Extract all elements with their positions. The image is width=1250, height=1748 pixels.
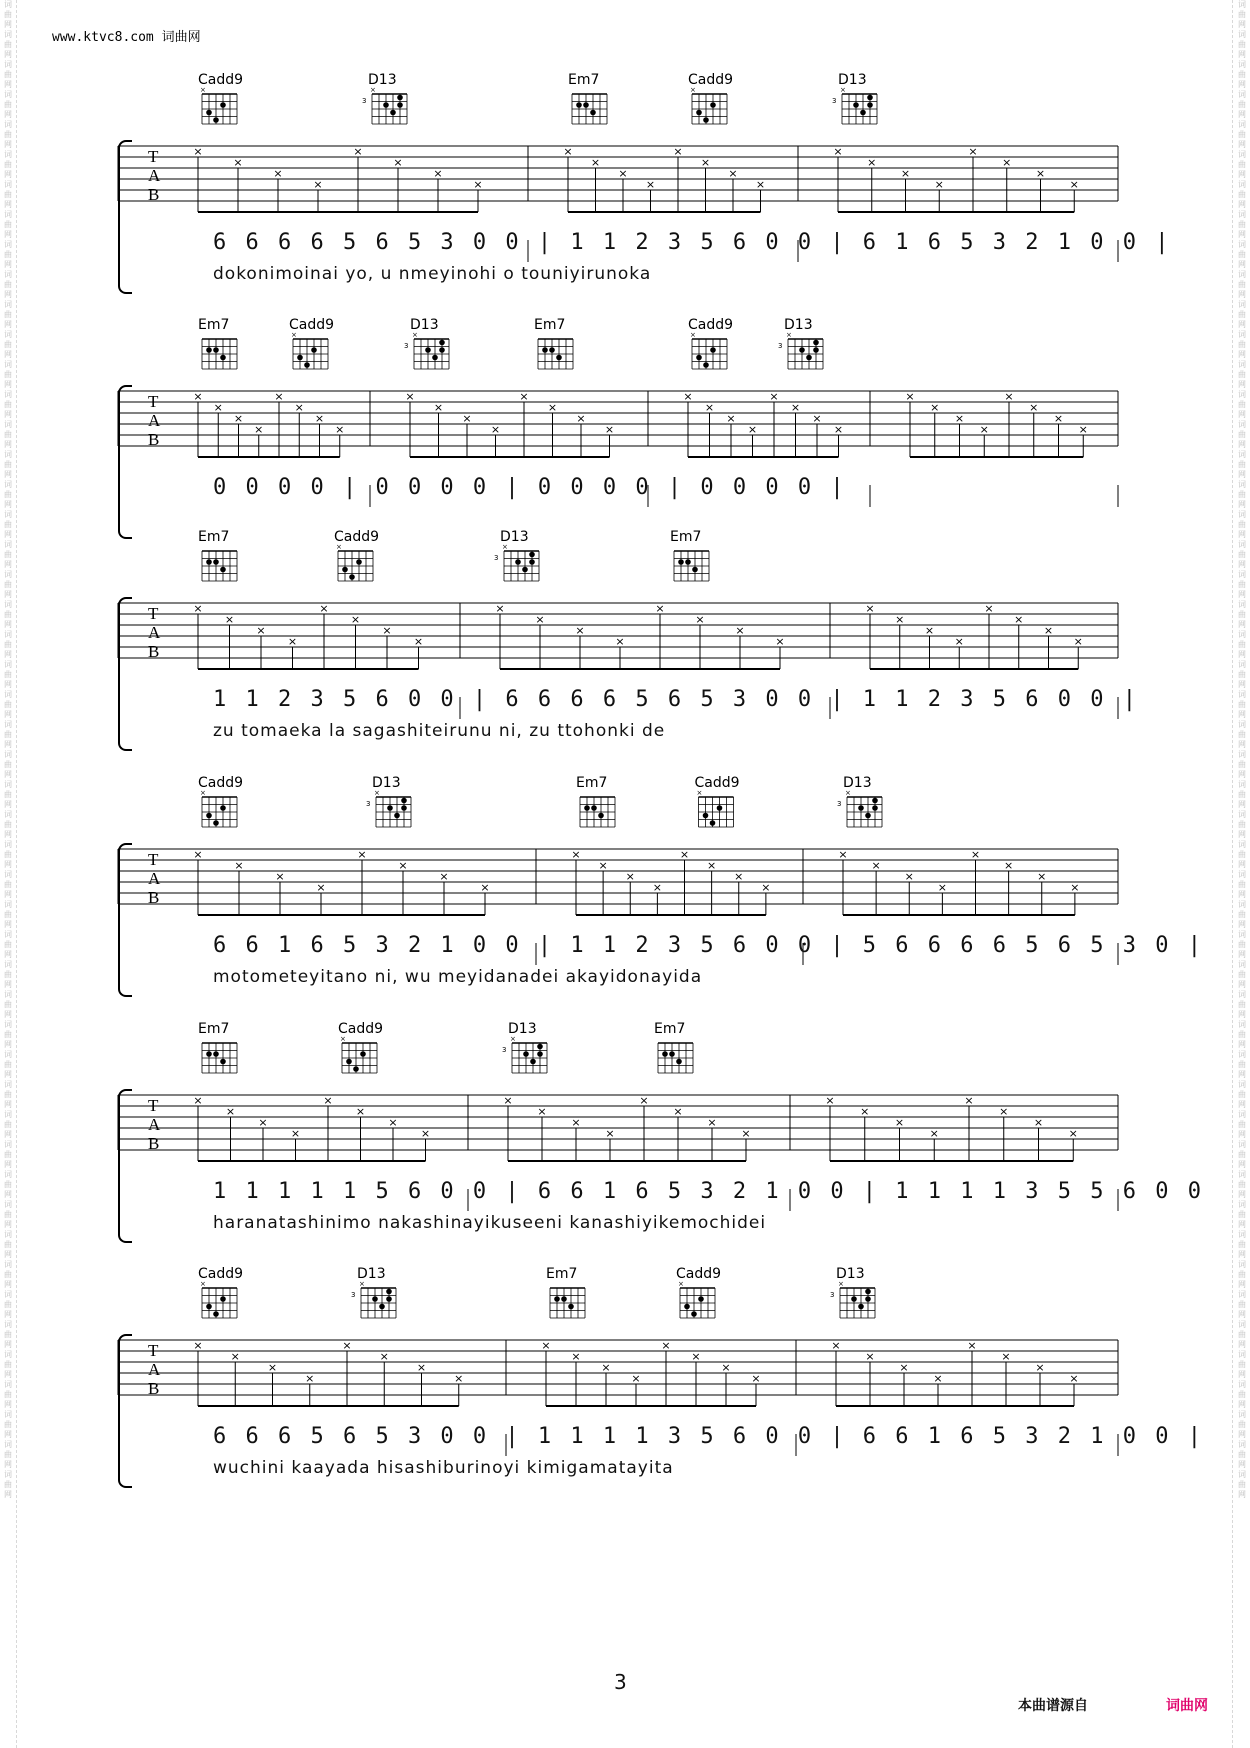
svg-text:×: × <box>359 1280 365 1288</box>
svg-text:×: × <box>412 331 418 339</box>
chord-diagram-em7 <box>568 72 607 124</box>
strum-mark: × <box>833 145 843 158</box>
strum-mark: × <box>267 1361 278 1374</box>
tab-clef-letter: T <box>148 604 159 623</box>
strum-mark: × <box>393 156 403 169</box>
chord-name: Cadd9 <box>694 775 740 791</box>
tab-clef-letter: B <box>148 1134 160 1153</box>
strum-mark: × <box>537 1105 547 1118</box>
strum-mark: × <box>193 602 203 615</box>
chord-name: D13 <box>508 1021 537 1037</box>
chord-diagram-cadd9 <box>334 529 379 581</box>
chord-name: Em7 <box>576 775 608 791</box>
strum-mark: × <box>274 390 284 403</box>
strum-mark: × <box>433 167 443 180</box>
svg-text:3: 3 <box>830 1291 835 1299</box>
svg-text:3: 3 <box>837 800 842 808</box>
tab-clef-letter: B <box>148 430 160 449</box>
strum-mark: × <box>691 1350 701 1363</box>
chord-diagram-d13 <box>362 72 407 124</box>
strum-mark: × <box>673 145 683 158</box>
chord-name: Cadd9 <box>338 1021 384 1037</box>
chord-diagram-cadd9 <box>695 775 740 827</box>
strum-mark: × <box>661 1339 671 1352</box>
tab-staff <box>118 775 1128 995</box>
strum-mark: × <box>323 1094 333 1107</box>
strum-mark: × <box>355 1105 366 1118</box>
chord-name: Em7 <box>670 529 702 545</box>
strum-mark: × <box>812 412 822 425</box>
left-margin-line <box>16 0 17 1748</box>
strum-mark: × <box>353 145 363 158</box>
chord-diagram-d13 <box>351 1266 396 1318</box>
chord-diagram-cadd9 <box>198 72 243 124</box>
svg-text:×: × <box>690 86 696 94</box>
strum-mark: × <box>673 1105 683 1118</box>
tab-clef-letter: A <box>148 166 161 185</box>
jianpu-notation: 6 6 1 6 5 3 2 1 0 0 | 1 1 2 3 5 6 0 0 | 5 6 6 6 6 5 6 5 3 0 | <box>213 933 1204 958</box>
strum-mark: × <box>900 167 911 180</box>
strum-mark: × <box>700 156 711 169</box>
svg-text:×: × <box>336 543 342 551</box>
strum-mark: × <box>398 859 408 872</box>
strum-mark: × <box>755 178 766 191</box>
strum-mark: × <box>695 613 705 626</box>
svg-text:3: 3 <box>351 1291 356 1299</box>
site-name: 词曲网 <box>161 30 201 45</box>
score-system <box>118 317 1128 537</box>
strum-mark: × <box>1073 635 1083 648</box>
tab-staff <box>118 72 1128 292</box>
tab-staff <box>118 1266 1128 1486</box>
strum-mark: × <box>230 1350 240 1363</box>
strum-mark: × <box>193 1339 203 1352</box>
strum-mark: × <box>1069 178 1079 191</box>
strum-mark: × <box>1033 1116 1044 1129</box>
strum-mark: × <box>605 1127 615 1140</box>
strum-mark: × <box>563 145 573 158</box>
strum-mark: × <box>503 1094 513 1107</box>
tab-clef-letter: T <box>148 1341 159 1360</box>
strum-mark: × <box>1029 401 1039 414</box>
strum-mark: × <box>256 624 266 637</box>
chord-diagram-cadd9 <box>688 72 733 124</box>
strum-mark: × <box>213 401 223 414</box>
strum-mark: × <box>933 1372 943 1385</box>
tab-clef-letter: T <box>148 850 159 869</box>
strum-mark: × <box>865 602 875 615</box>
chord-diagram-d13 <box>502 1021 547 1073</box>
strum-mark: × <box>1001 1350 1011 1363</box>
tab-clef-letter: A <box>148 623 161 642</box>
strum-mark: × <box>905 390 915 403</box>
svg-text:×: × <box>291 331 297 339</box>
chord-diagram-cadd9 <box>676 1266 721 1318</box>
tab-clef-letter: A <box>148 1115 161 1134</box>
svg-text:×: × <box>510 1035 516 1043</box>
strum-mark: × <box>490 423 501 436</box>
strum-mark: × <box>379 1350 389 1363</box>
strum-mark: × <box>541 1339 551 1352</box>
strum-mark: × <box>314 412 325 425</box>
strum-mark: × <box>462 412 472 425</box>
strum-mark: × <box>1002 156 1012 169</box>
tab-clef-letter: T <box>148 392 159 411</box>
chord-diagram-d13 <box>404 317 449 369</box>
strum-mark: × <box>1070 881 1080 894</box>
lyrics-line: motometeyitano ni, wu meyidanadei akayidonayida <box>213 967 703 987</box>
strum-mark: × <box>751 1372 761 1385</box>
svg-text:3: 3 <box>366 800 371 808</box>
right-watermark: 词曲网词曲网词曲网词曲网词曲网词曲网词曲网词曲网词曲网词曲网词曲网词曲网词曲网词曲网词曲网词曲网词曲网词曲网词曲网词曲网词曲网词曲网词曲网词曲网词曲网词曲网词曲网词曲网词曲网词曲网词曲网词曲网词曲网词曲网词曲网词曲网词曲网词曲网词曲网词曲网词曲网词曲网词曲网词曲网词曲网词曲网词曲网词曲网词曲网词曲网 <box>1238 0 1246 1499</box>
chord-name: Cadd9 <box>198 775 244 791</box>
strum-mark: × <box>954 635 964 648</box>
chord-diagram-cadd9 <box>688 317 733 369</box>
strum-mark: × <box>590 156 601 169</box>
svg-text:×: × <box>678 1280 684 1288</box>
chord-name: Em7 <box>546 1266 578 1282</box>
strum-mark: × <box>679 848 690 861</box>
chord-name: Em7 <box>654 1021 686 1037</box>
chord-name: Cadd9 <box>289 317 335 333</box>
score-system <box>118 72 1172 292</box>
strum-mark: × <box>831 1339 841 1352</box>
strum-mark: × <box>999 1105 1009 1118</box>
svg-text:×: × <box>200 1280 206 1288</box>
chord-diagram-em7 <box>198 1021 237 1073</box>
strum-mark: × <box>313 178 323 191</box>
strum-mark: × <box>439 870 449 883</box>
chord-name: Cadd9 <box>676 1266 722 1282</box>
strum-mark: × <box>1078 423 1088 436</box>
strum-mark: × <box>225 1105 236 1118</box>
chord-diagram-cadd9 <box>198 1266 243 1318</box>
tab-clef-letter: A <box>148 869 161 888</box>
chord-diagram-em7 <box>546 1266 585 1318</box>
strum-mark: × <box>769 390 779 403</box>
strum-mark: × <box>273 167 283 180</box>
page-number: 3 <box>614 1670 627 1694</box>
strum-mark: × <box>233 412 244 425</box>
strum-mark: × <box>535 613 545 626</box>
svg-text:3: 3 <box>502 1046 507 1054</box>
strum-mark: × <box>357 848 367 861</box>
chord-name: Em7 <box>568 72 600 88</box>
left-watermark: 词曲网词曲网词曲网词曲网词曲网词曲网词曲网词曲网词曲网词曲网词曲网词曲网词曲网词曲网词曲网词曲网词曲网词曲网词曲网词曲网词曲网词曲网词曲网词曲网词曲网词曲网词曲网词曲网词曲网词曲网词曲网词曲网词曲网词曲网词曲网词曲网词曲网词曲网词曲网词曲网词曲网词曲网词曲网词曲网词曲网词曲网词曲网词曲网词曲网词曲网 <box>4 0 12 1499</box>
lyrics-line: zu tomaeka la sagashiteirunu ni, zu ttohonki de <box>213 721 666 741</box>
strum-mark: × <box>726 412 736 425</box>
strum-mark: × <box>683 390 693 403</box>
strum-mark: × <box>937 881 947 894</box>
strum-mark: × <box>433 401 444 414</box>
strum-mark: × <box>924 624 935 637</box>
right-margin-line <box>1232 0 1233 1748</box>
tab-clef-letter: B <box>148 185 160 204</box>
strum-mark: × <box>929 1127 939 1140</box>
chord-diagram-d13 <box>837 775 882 827</box>
strum-mark: × <box>721 1361 731 1374</box>
strum-mark: × <box>1069 1372 1079 1385</box>
strum-mark: × <box>480 881 490 894</box>
jianpu-notation: 0 0 0 0 | 0 0 0 0 | 0 0 0 0 | 0 0 0 0 | <box>213 475 847 500</box>
strum-mark: × <box>294 401 304 414</box>
strum-mark: × <box>575 624 585 637</box>
score-system <box>118 1021 1204 1241</box>
strum-mark: × <box>979 423 989 436</box>
chord-name: Cadd9 <box>334 529 380 545</box>
svg-text:×: × <box>786 331 792 339</box>
tab-staff <box>118 1021 1128 1241</box>
site-url[interactable]: www.ktvc8.com <box>52 30 154 45</box>
strum-mark: × <box>631 1372 641 1385</box>
strum-mark: × <box>193 1094 203 1107</box>
strum-mark: × <box>734 870 744 883</box>
tab-clef-letter: B <box>148 888 160 907</box>
strum-mark: × <box>728 167 738 180</box>
chord-name: Cadd9 <box>198 72 244 88</box>
footer-source-label: 本曲谱源自 <box>1018 1698 1088 1714</box>
strum-mark: × <box>970 848 981 861</box>
strum-mark: × <box>454 1372 464 1385</box>
svg-text:×: × <box>690 331 696 339</box>
strum-mark: × <box>319 602 329 615</box>
strum-mark: × <box>655 602 665 615</box>
strum-mark: × <box>838 848 848 861</box>
chord-name: Cadd9 <box>688 72 734 88</box>
chord-name: Cadd9 <box>688 317 734 333</box>
chord-diagram-em7 <box>534 317 573 369</box>
strum-mark: × <box>747 423 758 436</box>
strum-mark: × <box>388 1116 398 1129</box>
strum-mark: × <box>860 1105 870 1118</box>
strum-mark: × <box>233 156 243 169</box>
lyrics-line: wuchini kaayada hisashiburinoyi kimigamatayita <box>213 1458 674 1478</box>
footer-source-site[interactable]: 词曲网 <box>1166 1698 1208 1714</box>
svg-text:3: 3 <box>832 97 837 105</box>
chord-diagram-cadd9 <box>338 1021 383 1073</box>
chord-diagram-d13 <box>494 529 539 581</box>
strum-mark: × <box>1004 390 1014 403</box>
chord-diagram-d13 <box>830 1266 875 1318</box>
chord-name: D13 <box>836 1266 865 1282</box>
svg-text:3: 3 <box>494 554 499 562</box>
strum-mark: × <box>601 1361 611 1374</box>
header-link[interactable] <box>52 26 201 45</box>
score-system <box>118 1266 1204 1486</box>
strum-mark: × <box>547 401 558 414</box>
strum-mark: × <box>290 1127 301 1140</box>
strum-mark: × <box>775 635 785 648</box>
jianpu-notation: 1 1 1 1 1 5 6 0 0 | 6 6 1 6 5 3 2 1 0 0 | 1 1 1 1 3 5 5 6 0 0 <box>213 1179 1204 1204</box>
chord-name: Em7 <box>198 1021 230 1037</box>
strum-mark: × <box>350 613 361 626</box>
svg-text:×: × <box>200 86 206 94</box>
chord-name: Em7 <box>198 529 230 545</box>
chord-name: D13 <box>410 317 439 333</box>
strum-mark: × <box>964 1094 974 1107</box>
chord-name: D13 <box>500 529 529 545</box>
svg-text:×: × <box>845 789 851 797</box>
tab-clef-letter: B <box>148 1379 160 1398</box>
strum-mark: × <box>473 178 483 191</box>
strum-mark: × <box>1035 1361 1045 1374</box>
strum-mark: × <box>576 412 586 425</box>
chord-diagram-cadd9 <box>289 317 334 369</box>
strum-mark: × <box>571 1116 581 1129</box>
strum-mark: × <box>342 1339 352 1352</box>
tab-staff <box>118 529 1128 749</box>
strum-mark: × <box>413 635 424 648</box>
svg-text:3: 3 <box>362 97 367 105</box>
svg-text:×: × <box>370 86 376 94</box>
score-system <box>118 529 1139 749</box>
strum-mark: × <box>761 881 771 894</box>
strum-mark: × <box>865 1350 875 1363</box>
strum-mark: × <box>904 870 914 883</box>
jianpu-notation: 6 6 6 5 6 5 3 0 0 | 1 1 1 1 3 5 6 0 0 | 6 6 1 6 5 3 2 1 0 0 | <box>213 1424 1204 1449</box>
strum-mark: × <box>1004 859 1014 872</box>
tab-clef-letter: B <box>148 642 160 661</box>
chord-diagram-em7 <box>198 529 237 581</box>
strum-mark: × <box>825 1094 835 1107</box>
strum-mark: × <box>894 1116 905 1129</box>
svg-text:3: 3 <box>778 342 783 350</box>
chord-name: D13 <box>368 72 397 88</box>
strum-mark: × <box>639 1094 649 1107</box>
strum-mark: × <box>615 635 625 648</box>
strum-mark: × <box>382 624 392 637</box>
strum-mark: × <box>984 602 994 615</box>
tab-staff <box>118 317 1128 537</box>
chord-diagram-em7 <box>654 1021 693 1073</box>
svg-text:×: × <box>200 789 206 797</box>
strum-mark: × <box>416 1361 427 1374</box>
strum-mark: × <box>193 145 203 158</box>
lyrics-line: haranatashinimo nakashinayikuseeni kanashiyikemochidei <box>213 1213 767 1233</box>
chord-diagram-d13 <box>832 72 877 124</box>
tab-clef-letter: T <box>148 147 159 166</box>
tab-clef-letter: T <box>148 1096 159 1115</box>
strum-mark: × <box>735 624 745 637</box>
strum-mark: × <box>930 401 940 414</box>
tab-clef-letter: A <box>148 1360 161 1379</box>
strum-mark: × <box>625 870 635 883</box>
score-system <box>118 775 1204 995</box>
strum-mark: × <box>652 881 662 894</box>
strum-mark: × <box>495 602 505 615</box>
strum-mark: × <box>1053 412 1064 425</box>
tab-clef-letter: A <box>148 411 161 430</box>
strum-mark: × <box>1035 167 1046 180</box>
chord-name: D13 <box>784 317 813 333</box>
strum-mark: × <box>833 423 844 436</box>
strum-mark: × <box>1037 870 1047 883</box>
chord-diagram-em7 <box>576 775 615 827</box>
svg-text:×: × <box>340 1035 346 1043</box>
svg-text:×: × <box>838 1280 844 1288</box>
strum-mark: × <box>1014 613 1024 626</box>
strum-mark: × <box>598 859 608 872</box>
strum-mark: × <box>899 1361 909 1374</box>
strum-mark: × <box>275 870 285 883</box>
strum-mark: × <box>968 145 978 158</box>
strum-mark: × <box>604 423 615 436</box>
chord-name: Em7 <box>534 317 566 333</box>
chord-name: D13 <box>843 775 872 791</box>
strum-mark: × <box>645 178 656 191</box>
strum-mark: × <box>287 635 298 648</box>
strum-mark: × <box>871 859 881 872</box>
strum-mark: × <box>258 1116 268 1129</box>
strum-mark: × <box>707 859 717 872</box>
strum-mark: × <box>234 859 244 872</box>
chord-diagram-em7 <box>670 529 709 581</box>
strum-mark: × <box>790 401 801 414</box>
strum-mark: × <box>335 423 345 436</box>
chord-name: D13 <box>357 1266 386 1282</box>
strum-mark: × <box>420 1127 431 1140</box>
svg-text:×: × <box>502 543 508 551</box>
strum-mark: × <box>954 412 965 425</box>
strum-mark: × <box>305 1372 315 1385</box>
strum-mark: × <box>707 1116 717 1129</box>
svg-text:×: × <box>696 789 703 797</box>
jianpu-notation: 6 6 6 6 5 6 5 3 0 0 | 1 1 2 3 5 6 0 0 | 6 1 6 5 3 2 1 0 0 | <box>213 230 1172 255</box>
strum-mark: × <box>193 390 203 403</box>
svg-text:×: × <box>374 789 380 797</box>
chord-diagram-cadd9 <box>198 775 243 827</box>
strum-mark: × <box>224 613 235 626</box>
strum-mark: × <box>895 613 905 626</box>
chord-diagram-d13 <box>778 317 823 369</box>
strum-mark: × <box>618 167 628 180</box>
chord-name: D13 <box>372 775 401 791</box>
lyrics-line: dokonimoinai yo, u nmeyinohi o touniyirunoka <box>213 264 652 284</box>
svg-text:×: × <box>840 86 846 94</box>
strum-mark: × <box>867 156 877 169</box>
jianpu-notation: 1 1 2 3 5 6 0 0 | 6 6 6 6 5 6 5 3 0 0 | 1 1 2 3 5 6 0 0 | <box>213 687 1139 712</box>
strum-mark: × <box>316 881 326 894</box>
chord-name: Cadd9 <box>198 1266 244 1282</box>
strum-mark: × <box>967 1339 977 1352</box>
strum-mark: × <box>934 178 944 191</box>
strum-mark: × <box>571 1350 581 1363</box>
chord-name: D13 <box>838 72 867 88</box>
strum-mark: × <box>405 390 415 403</box>
strum-mark: × <box>1043 624 1054 637</box>
strum-mark: × <box>193 848 203 861</box>
strum-mark: × <box>1068 1127 1078 1140</box>
chord-diagram-em7 <box>198 317 237 369</box>
chord-name: Em7 <box>198 317 230 333</box>
strum-mark: × <box>254 423 264 436</box>
strum-mark: × <box>519 390 529 403</box>
strum-mark: × <box>741 1127 751 1140</box>
svg-text:3: 3 <box>404 342 409 350</box>
chord-diagram-d13 <box>366 775 411 827</box>
strum-mark: × <box>704 401 715 414</box>
strum-mark: × <box>571 848 581 861</box>
